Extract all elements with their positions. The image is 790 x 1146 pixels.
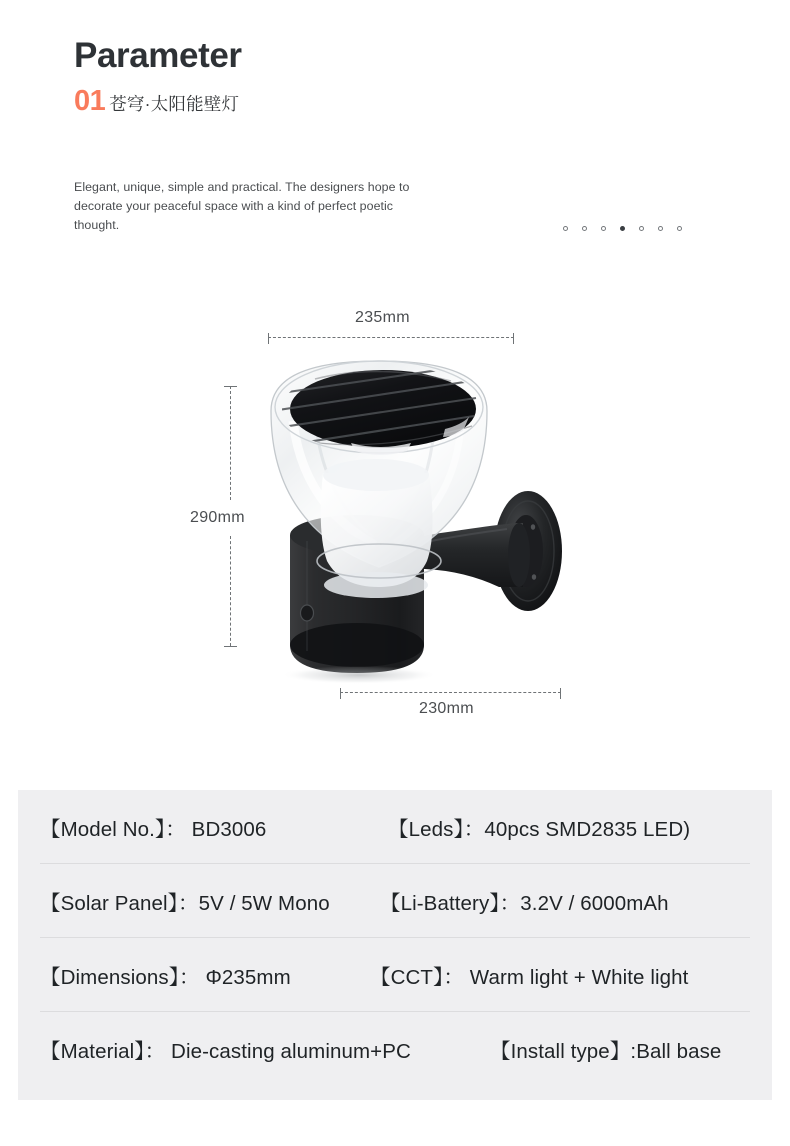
- dimension-tick: [224, 386, 237, 387]
- product-image-solar-wall-lamp: [255, 355, 585, 685]
- dimension-label-height: 290mm: [190, 509, 245, 526]
- carousel-dot[interactable]: [677, 226, 682, 231]
- spec-cct: 【CCT】： Warm light + White light: [370, 966, 689, 989]
- carousel-dot[interactable]: [601, 226, 606, 231]
- carousel-dot[interactable]: [658, 226, 663, 231]
- dimension-tick: [268, 333, 269, 344]
- product-shadow: [281, 666, 437, 684]
- spec-leds: 【Leds】：40pcs SMD2835 LED): [388, 818, 691, 841]
- spec-dimensions: 【Dimensions】： Φ235mm: [40, 966, 291, 989]
- dimension-label-width-bottom: 230mm: [419, 700, 474, 717]
- dimension-label-width-top: 235mm: [355, 309, 410, 326]
- header: [74, 38, 674, 116]
- dimension-line-bottom: [340, 692, 561, 694]
- dimension-tick: [560, 688, 561, 699]
- dimension-tick: [224, 646, 237, 647]
- subtitle-row: [74, 87, 674, 116]
- inner-bulb: [321, 459, 433, 598]
- dimension-tick: [340, 688, 341, 699]
- spec-install-type: 【Install type】:Ball base: [490, 1040, 722, 1063]
- product-name-cn: 苍穹·太阳能壁灯: [109, 94, 240, 114]
- specification-table: [18, 790, 772, 1100]
- spec-material: 【Material】： Die-casting aluminum+PC: [40, 1040, 411, 1063]
- dimension-line-top: [268, 337, 514, 339]
- spec-solar-panel: 【Solar Panel】：5V / 5W Mono: [40, 892, 330, 915]
- dimension-tick: [513, 333, 514, 344]
- dimension-line-height-upper: [230, 386, 232, 500]
- carousel-dot[interactable]: [563, 226, 568, 231]
- carousel-dot-active[interactable]: [620, 226, 625, 231]
- spec-row: [18, 864, 772, 938]
- spec-li-battery: 【Li-Battery】：3.2V / 6000mAh: [380, 892, 669, 915]
- dimension-line-height-lower: [230, 536, 232, 646]
- carousel-dot[interactable]: [639, 226, 644, 231]
- spec-row: [18, 938, 772, 1012]
- spec-row: [18, 790, 772, 864]
- spec-row: [18, 1012, 772, 1086]
- page-title: Parameter: [74, 36, 242, 75]
- product-description: Elegant, unique, simple and practical. The designers hope to decorate your peaceful space with a kind of perfect poetic thought.: [74, 180, 410, 232]
- spec-model-no: 【Model No.】： BD3006: [40, 818, 267, 841]
- carousel-dot[interactable]: [582, 226, 587, 231]
- section-index: 01: [74, 85, 106, 117]
- carousel-dots: [563, 226, 682, 231]
